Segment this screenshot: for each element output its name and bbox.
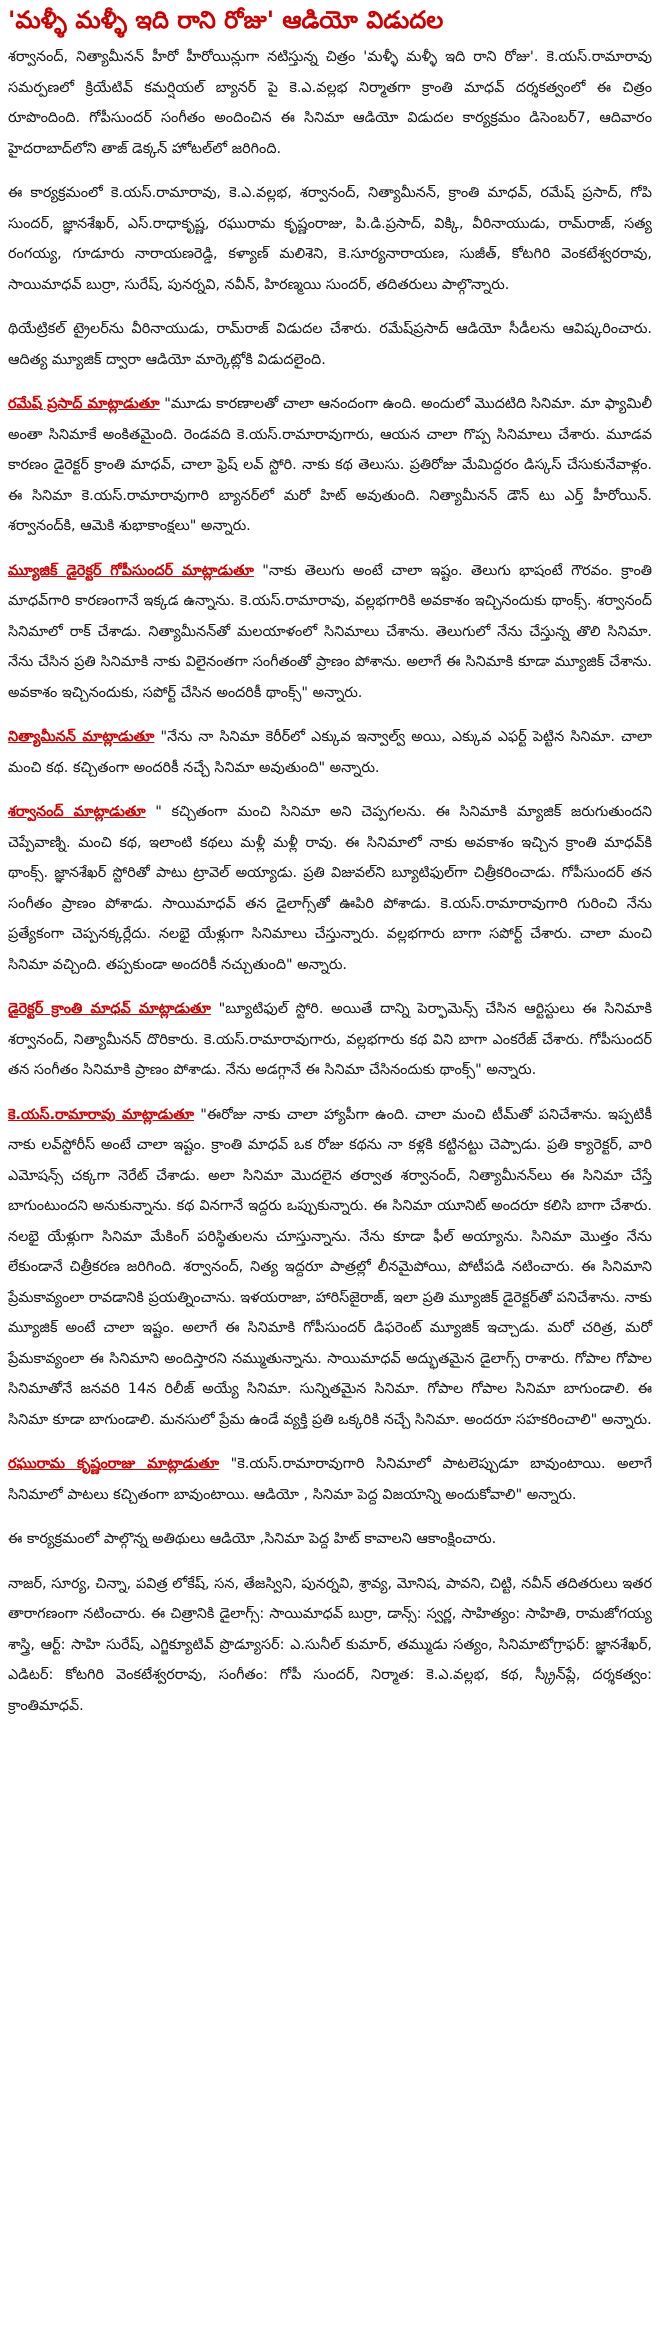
- kranthi-speaker-label: డైరెక్టర్ క్రాంతి మాధవ్ మాట్లాడుతూ: [8, 1001, 211, 1017]
- nithya-quote: [8, 722, 652, 783]
- sharwa-quote: [8, 797, 652, 980]
- gopi-quote-text: "నాకు తెలుగు అంటే చాలా ఇష్టం. తెలుగు భాషంటే గౌరవం. క్రాంతి మాధవ్‌గారి కారణంగానే ఇక్కడ ఉన్నాను. కె.యస్.రామారావు, వల్లభగారికి అవకాశం ఇచ్చినందుకు థాంక్స్. శర్వానంద్ సినిమాలో రాక్ చేశాడు. నిత్యామీనన్‌తో మలయాళంలో సినిమాలు చేశాను. తెలుగులో నేను చేస్తున్న తొలి సినిమా. నేను చేసిన ప్రతి సినిమాకి నాకు విలైనంతగా సంగీతంతో ప్రాణం పోశాను. అలాగే ఈ సినిమాకి కూడా మ్యూజిక్ చేశాను. అవకాశం ఇచ్చినందుకు, సపోర్ట్ చేసిన అందరికీ థాంక్స్" అన్నారు.: [8, 562, 652, 701]
- nithya-speaker-label: నిత్యామీనన్ మాట్లాడుతూ: [8, 729, 155, 745]
- wish-paragraph: ఈ కార్యక్రమంలో పాల్గొన్న అతిథులు ఆడియో ,సినిమా పెద్ద హిట్ కావాలని ఆకాంక్షించారు.: [8, 1531, 497, 1547]
- raju-quote-text: "కె.యస్.రామారావుగారి సినిమాలో పాటలెప్పుడూ బావుంటాయి. అలాగే సినిమాలో పాటలు కచ్చితంగా బావుంటాయి. ఆడియో , సినిమా పెద్ద విజయాన్ని అందుకోవాలి" అన్నారు.: [8, 1456, 652, 1503]
- ramesh-quote: [8, 389, 652, 542]
- kranthi-quote-text: "బ్యూటిఫుల్ స్టోరి. అయితే దాన్ని పెర్ఫామెన్స్ చేసిన ఆర్టిస్టులు ఈ సినిమాకి శర్వానంద్, నిత్యామీనన్ దొరికారు. కె.యస్.రామారావుగారు, వల్లభగారు కథ విని బాగా ఎంకరేజ్ చేశారు. గోపీసుందర్ తన సంగీతం సినిమాకి ప్రాణం పోశాడు. నేను అడగ్గానే ఈ సినిమా చేసినందుకు థాంక్స్" అన్నారు.: [8, 1001, 653, 1078]
- sharwa-speaker-label: శర్వానంద్ మాట్లాడుతూ: [8, 804, 146, 820]
- kranthi-quote: [8, 994, 652, 1086]
- cast-credits-paragraph: నాజర్, సూర్య, చిన్నా, పవిత్ర లోకేష్, సన, తేజస్విని, పునర్నవి, శ్రావ్య, మోనిష, పావని, చిట్టి, నవీన్ తదితరులు ఇతర తారాగణంగా నటించారు. ఈ చిత్రానికి డైలాగ్స్: సాయిమాధవ్ బుర్రా, డాన్స్: స్వర్ణ, సాహిత్యం: సాహితి, రామజోగయ్య శాస్త్రి, ఆర్ట్: సాహి సురేష్, ఎగ్జిక్యూటివ్ ప్రొడ్యూసర్: ఎ.సునీల్ కుమార్, తమ్ముడు సత్యం, సినిమాటోగ్రాఫర్: జ్ఞానశేఖర్, ఎడిటర్: కోటగిరి వెంకటేశ్వరరావు, సంగీతం: గోపీ సుందర్, నిర్మాత: కె.ఎ.వల్లభ, కథ, స్క్రీన్‌ప్లే, దర్శకత్వం: క్రాంతిమాధవ్.: [8, 1575, 652, 1714]
- gopi-quote: [8, 556, 652, 709]
- ksr-quote-text: "ఈరోజు నాకు చాలా హ్యాపీగా ఉంది. చాలా మంచి టీమ్‌తో పనిచేశాను. ఇప్పటికీ నాకు లవ్‌స్టోరీస్ అంటే చాలా ఇష్టం. క్రాంతి మాధవ్ ఒక రోజు కథను నా కళ్లకి కట్టినట్టు చెప్పాడు. ప్రతి క్యారెక్టర్, వారి ఎమోషన్స్ చక్కగా నెరేట్ చేశాడు. అలా సినిమా మొదలైన తర్వాత శర్వానంద్, నిత్యామీనన్‌లు ఈ సినిమా చేస్తే బాగుంటుందని అనుకున్నాను. కథ వినగానే ఇద్దరు ఒప్పుకున్నారు. ఈ సినిమా యూనిట్ అందరూ కలిసి బాగా చేశారు. నలభై యేళ్లుగా సినిమా మేకింగ్ పరిస్థితులను చూస్తున్నాను. నేను కూడా ఫీల్ అయ్యాను. సినిమా మొత్తం నేను లేకుండానే చిత్రీకరణ జరిగింది. శర్వానంద్, నిత్య ఇద్దరూ పాత్రల్లో లీనమైపోయి, పోటీపడి నటించారు. ఈ సినిమాని ప్రేమకావ్యంలా రావడానికి ప్రయత్నించాను. ఇళయరాజా, హారిస్‌జైరాజ్, ఇలా ప్రతి మ్యూజిక్ డైరెక్టర్‌తో పనిచేశాను. నాకు మ్యూజిక్ అంటే చాలా ఇష్టం. అలాగే ఈ సినిమాకి గోపీసుందర్ డిఫరెంట్ మ్యూజిక్ ఇచ్చాడు. మరో చరిత్ర, మరో ప్రేమకావ్యంలా ఈ సినిమాని అందిస్తారని నమ్ముతున్నాను. సాయిమాధవ్ అద్భుతమైన డైలాగ్స్ రాశారు. గోపాల గోపాల సినిమాతోనే జనవరి 14న రిలీజ్ అయ్యే సినిమా. సున్నితమైన సినిమా. గోపాల గోపాల సినిమా బాగుండాలి. ఈ సినిమా కూడా బాగుండాలి. మనసులో ప్రేమ ఉండే వ్యక్తి ప్రతి ఒక్కరికి నచ్చే సినిమా. అందరూ సహకరించాలి" అన్నారు.: [8, 1106, 653, 1428]
- ksr-speaker-label: కె.యస్.రామారావు మాట్లాడుతూ: [8, 1106, 195, 1123]
- raju-speaker-label: రఘురామ కృష్ణంరాజు మాట్లాడుతూ: [8, 1456, 220, 1472]
- release-paragraph: థియేట్రికల్ ట్రైలర్‌ను వీరినాయుడు, రామ్‌రాజ్ విడుదల చేశారు. రమేష్‌ప్రసాద్ ఆడియో సీడీలను ఆవిష్కరించారు. ఆదిత్య మ్యూజిక్ ద్వారా ఆడియో మార్కెట్లోకి విడుదలైంది.: [8, 321, 652, 368]
- guests-paragraph: ఈ కార్యక్రమంలో కె.యస్.రామారావు, కె.ఎ.వల్లభ, శర్వానంద్, నిత్యామీనన్, క్రాంతి మాధవ్, రమేష్ ప్రసాద్, గోపి సుందర్, జ్ఞానశేఖర్, ఎస్.రాధాకృష్ణ, రఘురామ కృష్ణంరాజు, పి.డి.ప్రసాద్, విక్కి, వీరినాయుడు, రామ్‌రాజ్, సత్య రంగయ్య, గూడూరు నారాయణరెడ్డి, కళ్యాణ్ మలిశెని, కె.సూర్యనారాయణ, సుజీత్, కోటగిరి వెంకటేశ్వరరావు, సాయిమాధవ్ బుర్రా, సురేష్, పునర్నవి, నవీన్, హిరణ్మయి సుందర్, తదితరులు పాల్గొన్నారు.: [8, 185, 652, 293]
- gopi-speaker-label: మ్యూజిక్ డైరెక్టర్ గోపీసుందర్ మాట్లాడుతూ: [8, 562, 254, 579]
- ramesh-quote-text: "మూడు కారణాలతో చాలా ఆనందంగా ఉంది. అందులో మొదటిది సినిమా. మా ఫ్యామిలీ అంతా సినిమాకే అంకితమైంది. రెండవది కె.యస్.రామారావుగారు, ఆయన చాలా గొప్ప సినిమాలు చేశారు. మూడవ కారణం డైరెక్టర్ క్రాంతి మాధవ్, చాలా ఫ్రెష్ లవ్ స్టోరి. నాకు కథ తెలుసు. ప్రతిరోజు మేమిద్దరం డిస్కస్ చేసుకునేవాళ్లం. ఈ సినిమా కె.యస్.రామారావుగారి బ్యానర్‌లో మరో హిట్ అవుతుంది. నిత్యామీనన్ డౌన్ టు ఎర్త్ హీరోయిన్. శర్వానంద్‌కి, ఆమెకి శుభాకాంక్షలు" అన్నారు.: [8, 396, 652, 534]
- intro-paragraph: శర్వానంద్, నిత్యామీనన్ హీరో హీరోయిన్లుగా నటిస్తున్న చిత్రం 'మళ్ళీ మళ్ళీ ఇది రాని రోజు'. కె.యస్.రామారావు సమర్పణలో క్రియేటివ్ కమర్షియల్ బ్యానర్ పై కె.ఎ.వల్లభ నిర్మాతగా క్రాంతి మాధవ్ దర్శకత్వంలో ఈ చిత్రం రూపొందింది. గోపీసుందర్ సంగీతం అందించిన ఈ సినిమా ఆడియో విడుదల కార్యక్రమం డిసెంబర్7, ఆదివారం హైదరాబాద్‌లోని తాజ్ డెక్కన్ హోటల్‌లో జరిగింది.: [8, 49, 652, 157]
- article-title: 'మళ్ళీ మళ్ళీ ఇది రాని రోజు' ఆడియో విడుదల: [8, 6, 444, 34]
- nithya-quote-text: "నేను నా సినిమా కెరీర్‌లో ఎక్కువ ఇన్వాల్వ్ అయి, ఎక్కువ ఎఫర్ట్ పెట్టిన సినిమా. చాలా మంచి కథ. కచ్చితంగా అందరికీ నచ్చే సినిమా అవుతుంది" అన్నారు.: [8, 729, 652, 776]
- ksr-quote: [8, 1100, 652, 1436]
- sharwa-quote-text: " కచ్చితంగా మంచి సినిమా అని చెప్పగలను. ఈ సినిమాకి మ్యాజిక్ జరుగుతుందని చెప్పేవాణ్ని. మంచి కథ, ఇలాంటి కథలు మళ్లీ మళ్లీ రావు. ఈ సినిమాలో నాకు అవకాశం ఇచ్చిన క్రాంతి మాధవ్‌కి థాంక్స్. జ్ఞానశేఖర్ స్టోరితో పాటు ట్రావెల్ అయ్యాడు. ప్రతి విజువల్‌ని బ్యూటిఫుల్‌గా చిత్రీకరించాడు. గోపీసుందర్ తన సంగీతం ప్రాణం పోశాడు. సాయిమాధవ్ తన డైలాగ్స్‌తో ఊపిరి పోశాడు. కె.యస్.రామారావుగారి గురించి నేను ప్రత్యేకంగా చెప్పనక్కర్లేదు. నలభై యేళ్లుగా సినిమాలు చేస్తున్నారు. వల్లభగారు బాగా సపోర్ట్ చేశారు. చాలా మంచి సినిమా వచ్చింది. తప్పకుండా అందరికీ నచ్చుతుంది" అన్నారు.: [8, 804, 652, 973]
- raju-quote: [8, 1449, 652, 1510]
- ramesh-speaker-label: రమేష్ ప్రసాద్ మాట్లాడుతూ: [8, 396, 160, 412]
